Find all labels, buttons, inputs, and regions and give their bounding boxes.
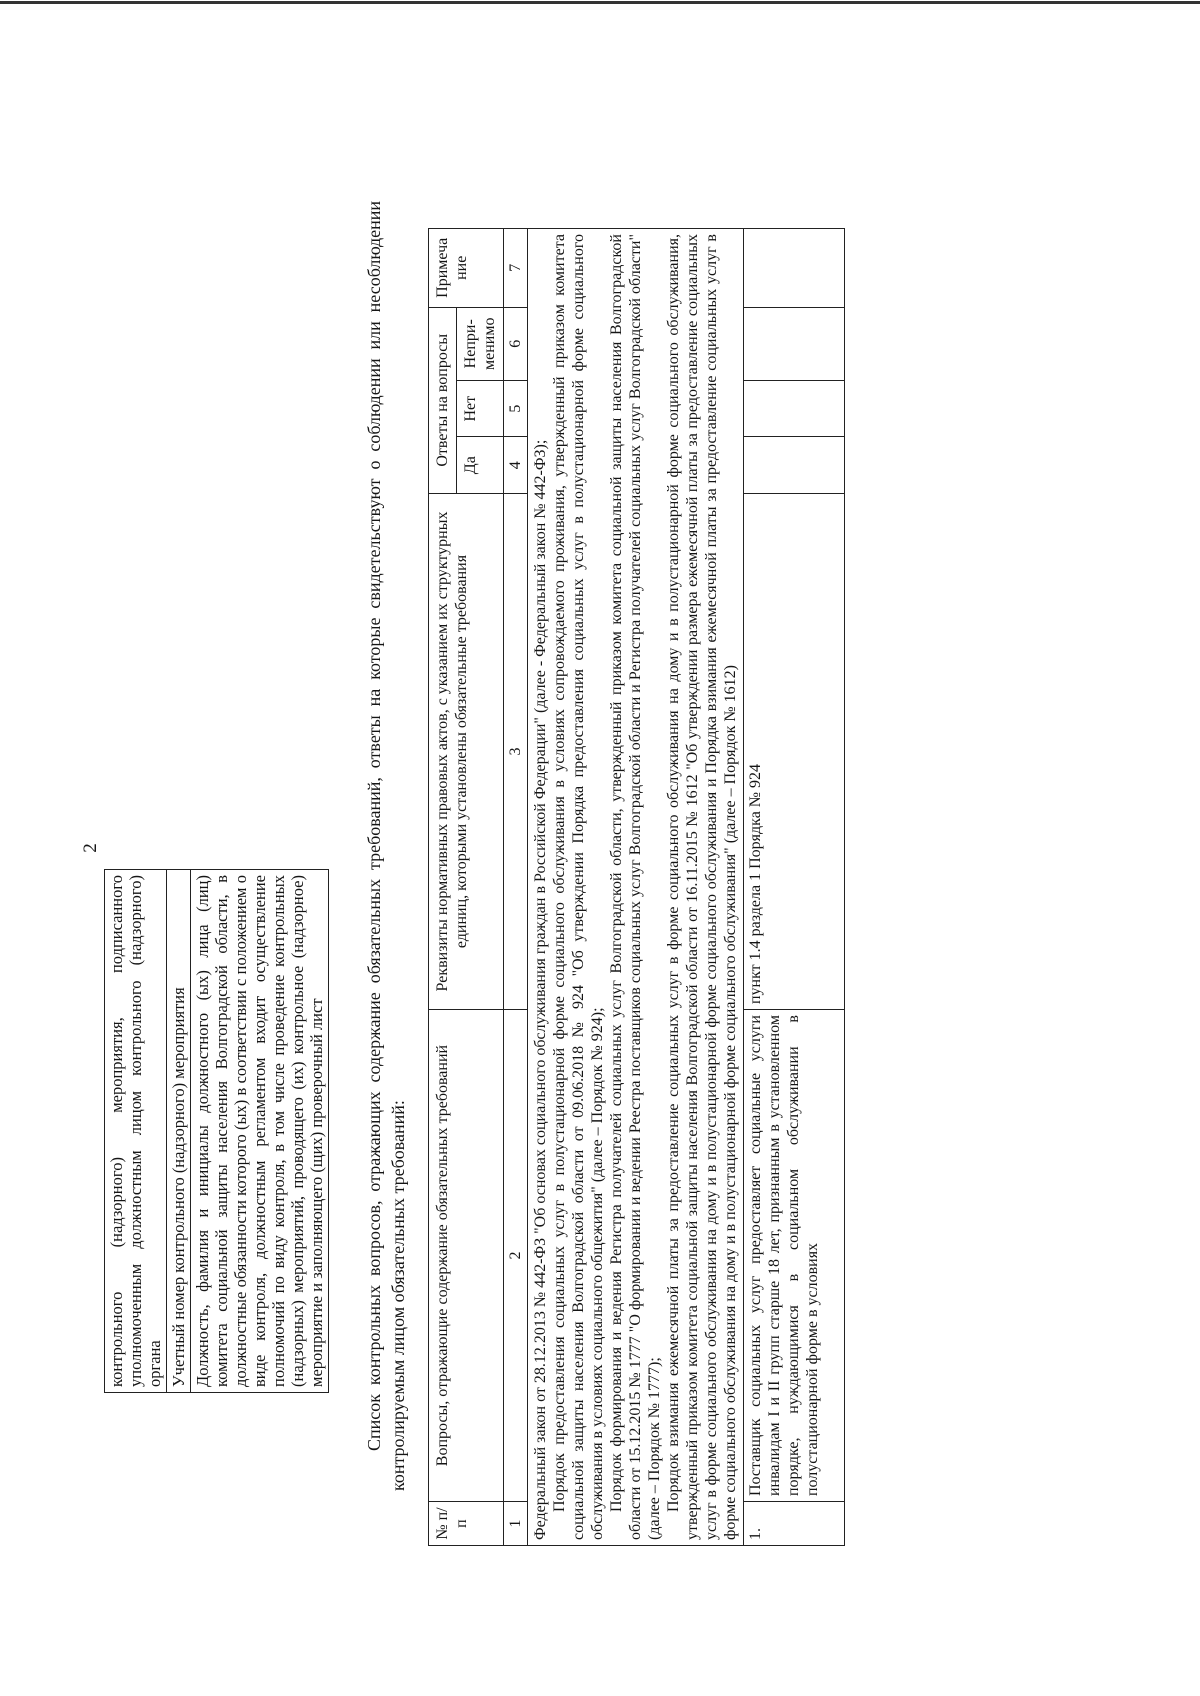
- header-answers: Ответы на вопросы: [429, 307, 457, 493]
- header-row: [105, 870, 167, 1393]
- legal-basis-paragraph: Федеральный закон от 28.12.2013 № 442-ФЗ "Об основах социального обслуживания граждан в Российской Федерации" (далее - Федеральный закон № 442-ФЗ);: [532, 439, 549, 1540]
- column-number: 2: [504, 1010, 528, 1502]
- checklist-table: [428, 228, 845, 1546]
- header-row: [191, 870, 329, 1393]
- header-note: Примеча ние: [429, 229, 504, 308]
- column-number: 3: [504, 493, 528, 1009]
- answer-not-applicable-cell[interactable]: [744, 307, 845, 380]
- header-requisites: Реквизиты нормативных правовых актов, с указанием их структурных единиц, которыми установлены обязательные требования: [429, 493, 504, 1009]
- checklist-intro: [362, 201, 410, 1491]
- legal-basis-paragraph: Порядок предоставления социальных услуг в полустационарной форме социального обслуживания в условиях сопровождаемого проживания, утвержденный приказом комитета социальной защиты населения Волгоградской области от 09.06.2018 № 924 "Об утверждении Порядка предоставления социальных услуг в полустационарной форме социального обслуживания в условиях социального общежития" (далее – Порядок № 924);: [551, 234, 606, 1540]
- header-cell-act-signature: контрольного (надзорного) мероприятия, подписанного уполномоченным должностным лицом контрольного (надзорного) органа: [105, 870, 167, 1393]
- checklist-header-row: [429, 229, 457, 1546]
- header-not-applicable: Непри-менимо: [457, 307, 504, 380]
- column-number: 4: [504, 437, 528, 494]
- answer-yes-cell[interactable]: [744, 437, 845, 494]
- row-number: 1.: [744, 1502, 845, 1546]
- legal-basis-paragraph: Порядок взимания ежемесячной платы за предоставление социальных услуг в форме социального обслуживания на дому и в полустационарной форме социального обслуживания, утвержденный приказом комитета социальной защиты населения Волгоградской области от 16.11.2015 № 1612 "Об утверждении размера ежемесячной платы за предоставление социальных услуг в форме социального обслуживания на дому и в полустационарной форме социального обслуживания и Порядка взимания ежемесячной платы за предоставление социальных услуг в форме социального обслуживания на дому и в полустационарной форме социального обслуживания" (далее – Порядок № 1612): [665, 234, 739, 1540]
- header-row: [167, 870, 191, 1393]
- column-number: 6: [504, 307, 528, 380]
- checklist-row: [744, 229, 845, 1546]
- header-yes: Да: [457, 437, 504, 494]
- inspection-header-table: [104, 869, 329, 1393]
- row-question: Поставщик социальных услуг предоставляет социальные услуги инвалидам I и II групп старше 18 лет, признанным в установленном порядке, нуждающимися в социальном обслуживании в полустационарной форме в условиях: [744, 1010, 845, 1502]
- legal-basis-paragraph: Порядок формирования и ведения Регистра получателей социальных услуг Волгоградской области, утвержденный приказом комитета социальной защиты населения Волгоградской области от 15.12.2015 № 1777 "О формировании и ведении Реестра поставщиков социальных услуг Волгоградской области и Регистра получателей социальных услуг Волгоградской области" (далее – Порядок № 1777);: [608, 234, 663, 1540]
- checklist-intro-text: Список контрольных вопросов, отражающих содержание обязательных требований, ответы на которые свидетельствуют о соблюдении или несоблюдении контролируемым лицом обязательных требований:: [364, 201, 408, 1491]
- legal-basis-row: [528, 229, 744, 1546]
- answer-no-cell[interactable]: [744, 380, 845, 437]
- header-no: Нет: [457, 380, 504, 437]
- scan-edge-line: [0, 1, 1200, 4]
- header-cell-inspector-info: Должность, фамилия и инициалы должностного (ых) лица (лиц) комитета социальной защиты населения Волгоградской области, в должностные обязанности которого (ых) в соответствии с положением о виде контроля, должностным регламентом входит осуществление полномочий по виду контроля, в том числе проведение контрольных (надзорных) мероприятий, проводящего (их) контрольное (надзорное) мероприятие и заполняющего (щих) проверочный лист: [191, 870, 329, 1393]
- header-question: Вопросы, отражающие содержание обязательных требований: [429, 1010, 504, 1502]
- header-num: № п/п: [429, 1502, 504, 1546]
- column-number: 5: [504, 380, 528, 437]
- row-requisites: пункт 1.4 раздела 1 Порядка № 924: [744, 493, 845, 1009]
- column-number-row: [504, 229, 528, 1546]
- column-number: 1: [504, 1502, 528, 1546]
- column-number: 7: [504, 229, 528, 308]
- legal-basis-cell: [528, 229, 744, 1546]
- header-cell-registration-number: Учетный номер контрольного (надзорного) мероприятия: [167, 870, 191, 1393]
- note-cell[interactable]: [744, 229, 845, 308]
- page-number: 2: [80, 843, 101, 853]
